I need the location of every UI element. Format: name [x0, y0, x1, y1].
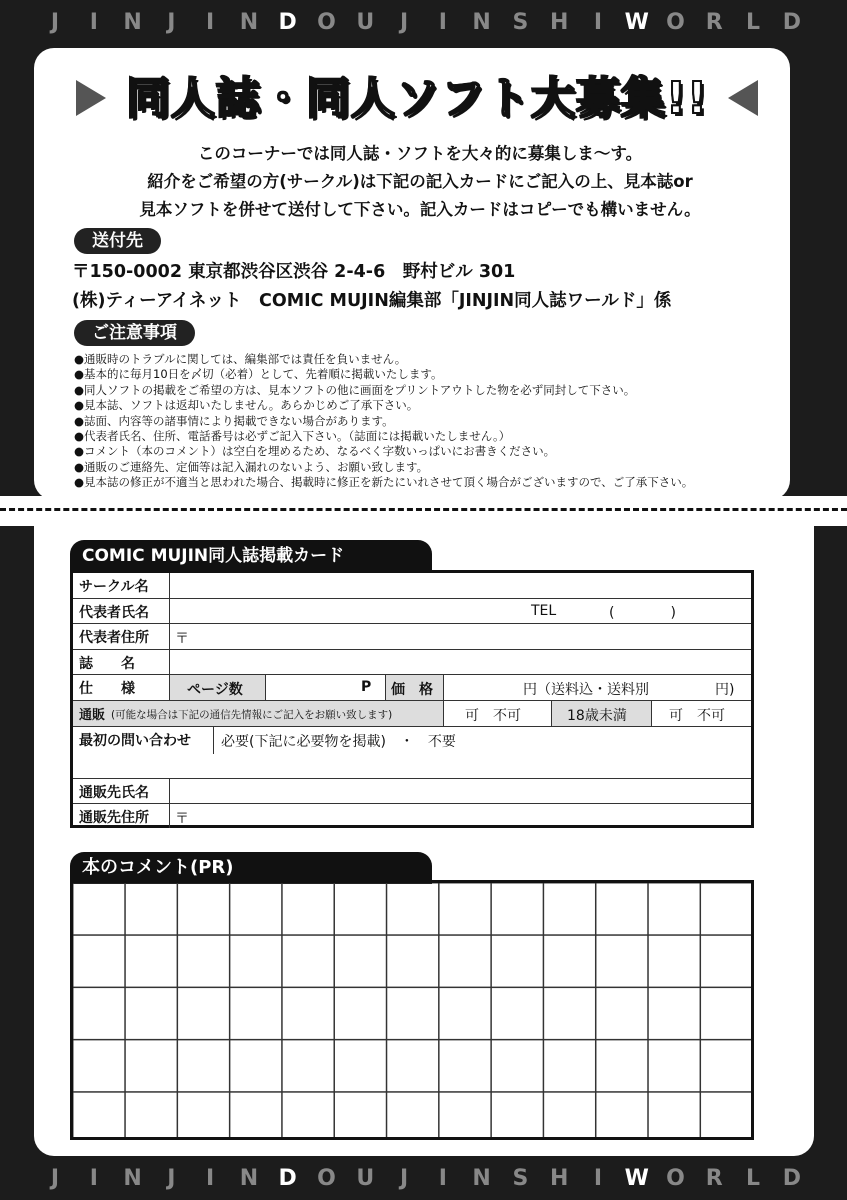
under18-label: 18歳未満	[567, 708, 627, 724]
banner-letter: L	[746, 9, 761, 35]
spec-row[interactable]	[73, 675, 751, 701]
banner-letter: H	[549, 1165, 569, 1191]
banner-letter: I	[89, 1165, 98, 1191]
intro-line: このコーナーでは同人誌・ソフトを大々的に募集しま～す。	[197, 144, 643, 163]
postal-mark: 〒	[175, 631, 189, 647]
rep-address-label: 代表者住所	[79, 630, 149, 646]
mail-order-note: (可能な場合は下記の通信先情報にご記入をお願い致します)	[111, 709, 393, 721]
note-item: ●通販のご連絡先、定価等は記入漏れのないよう、お願い致します。	[74, 459, 429, 474]
mail-order-row[interactable]	[73, 701, 751, 727]
magazine-name-label: 誌 名	[79, 656, 135, 672]
address-block	[72, 258, 671, 316]
note-item: ●コメント（本のコメント）は空白を埋めるため、なるべく字数いっぱいにお書きください。	[74, 444, 556, 459]
banner-letter: I	[438, 9, 447, 35]
divider	[169, 624, 170, 649]
p-label: P	[361, 679, 372, 695]
title-row	[72, 62, 762, 126]
tel-label: TEL	[531, 603, 557, 619]
mo-address-label: 通販先住所	[79, 810, 149, 826]
banner-letter: D	[782, 9, 801, 35]
top-banner	[0, 0, 847, 44]
banner-letter: I	[593, 9, 603, 35]
send-to-label: 送付先	[74, 228, 161, 254]
bottom-banner	[0, 1156, 847, 1200]
entry-card	[70, 570, 754, 828]
divider	[385, 675, 386, 700]
note-item: ●見本誌の修正が不適当と思われた場合、掲載時に修正を新たにいれさせて頂く場合がございますので、ご了承下さい。	[74, 475, 694, 490]
comment-title: 本のコメント(PR)	[70, 852, 432, 884]
banner-letter: O	[666, 9, 685, 35]
cut-line	[0, 508, 847, 511]
banner-letter: R	[705, 1165, 723, 1191]
banner-letter: N	[472, 9, 491, 35]
divider	[213, 727, 214, 754]
banner-letter: H	[549, 9, 569, 35]
yen-close: 円)	[715, 682, 735, 698]
note-item: ●基本的に毎月10日を〆切（必着）として、先着順に掲載いたします。	[74, 367, 443, 382]
intro-line: 紹介をご希望の方(サークル)は下記の記入カードにご記入の上、見本誌or	[147, 172, 693, 191]
note-item: ●通販時のトラブルに関しては、編集部では責任を負いません。	[74, 352, 407, 366]
banner-letter: J	[399, 9, 409, 35]
postal-mark: 〒	[175, 811, 189, 827]
first-inquiry-row[interactable]	[73, 727, 751, 754]
address-line: (株)ティーアイネット COMIC MUJIN編集部「JINJIN同人誌ワールド」係	[72, 291, 672, 311]
divider	[169, 650, 170, 674]
banner-letter: J	[50, 9, 60, 35]
banner-letter: D	[782, 1165, 801, 1191]
circle-name-row[interactable]	[73, 573, 751, 599]
divider	[265, 675, 266, 700]
intro-line: 見本ソフトを併せて送付して下さい。記入カードはコピーでも構いません。	[139, 200, 701, 219]
banner-letter: D	[278, 9, 297, 35]
banner-letter: L	[746, 1165, 761, 1191]
banner-letter: I	[593, 1165, 603, 1191]
price-label: 価 格	[391, 682, 433, 698]
banner-letter: I	[89, 9, 98, 35]
banner-letter: U	[356, 9, 375, 35]
yen-note: 円（送料込・送料別	[523, 682, 649, 698]
banner-letter: O	[666, 1165, 685, 1191]
pages-label: ページ数	[187, 682, 243, 698]
under18-ok-ng: 可 不可	[669, 708, 725, 724]
first-inquiry-label: 最初の問い合わせ	[79, 733, 191, 749]
banner-letter: J	[167, 1165, 176, 1191]
banner-letter: I	[206, 9, 215, 35]
note-item: ●同人ソフトの掲載をご希望の方は、見本ソフトの他に画面をプリントアウトした物を必ず同封して下さい。	[74, 382, 636, 397]
divider	[551, 701, 552, 726]
note-item: ●代表者氏名、住所、電話番号は必ずご記入下さい。（誌面には掲載いたしません。）	[74, 429, 511, 444]
banner-letter: J	[167, 9, 176, 35]
mo-name-row[interactable]	[73, 779, 751, 804]
circle-name-label: サークル名	[79, 579, 149, 595]
banner-letter: N	[472, 1165, 491, 1191]
divider	[443, 675, 444, 700]
banner-letter: J	[399, 1165, 409, 1191]
card-title: COMIC MUJIN同人誌掲載カード	[70, 540, 432, 572]
left-arrow-icon	[728, 80, 758, 116]
banner-letter: N	[239, 1165, 259, 1191]
mail-order-label: 通販	[79, 708, 106, 723]
first-inquiry-options: 必要(下記に必要物を掲載) ・ 不要	[221, 734, 456, 750]
divider	[169, 779, 170, 803]
banner-letter: O	[317, 9, 336, 35]
notes-list	[74, 352, 774, 491]
rep-address-row[interactable]	[73, 624, 751, 650]
banner-letter: S	[512, 9, 529, 35]
banner-letter: W	[624, 9, 649, 35]
banner-letter: N	[123, 1165, 142, 1191]
right-arrow-icon	[76, 80, 106, 116]
mail-ok-ng: 可 不可	[465, 708, 521, 724]
magazine-name-row[interactable]	[73, 650, 751, 675]
banner-letter: S	[512, 1165, 529, 1191]
address-line: 〒150-0002 東京都渋谷区渋谷 2-4-6 野村ビル 301	[72, 262, 516, 282]
banner-letter: I	[438, 1165, 447, 1191]
banner-letter: U	[356, 1165, 375, 1191]
rep-name-row[interactable]	[73, 599, 751, 624]
mo-address-row[interactable]	[73, 804, 751, 828]
divider	[651, 701, 652, 726]
divider	[169, 599, 170, 623]
note-item: ●見本誌、ソフトは返却いたしません。あらかじめご了承下さい。	[74, 398, 419, 413]
banner-letter: N	[123, 9, 142, 35]
banner-letter: O	[317, 1165, 336, 1191]
divider	[169, 573, 170, 598]
tel-paren: ( )	[609, 605, 676, 621]
divider	[169, 804, 170, 828]
note-item: ●誌面、内容等の諸事情により掲載できない場合があります。	[74, 413, 394, 428]
divider	[443, 701, 444, 726]
banner-letter: I	[206, 1165, 215, 1191]
banner-letter: D	[278, 1165, 297, 1191]
banner-letter: J	[50, 1165, 60, 1191]
mo-name-label: 通販先氏名	[79, 785, 149, 801]
divider	[169, 675, 170, 700]
intro-text	[90, 140, 750, 224]
banner-letter: N	[239, 9, 259, 35]
banner-letter: R	[705, 9, 723, 35]
banner-letter: W	[624, 1165, 649, 1191]
notes-label: ご注意事項	[74, 320, 195, 346]
page-title: 同人誌・同人ソフト大募集!!	[125, 73, 709, 124]
comment-grid[interactable]	[70, 880, 754, 1140]
spec-label: 仕 様	[79, 681, 135, 697]
rep-name-label: 代表者氏名	[79, 605, 149, 621]
inquiry-blank-row[interactable]	[73, 754, 751, 779]
